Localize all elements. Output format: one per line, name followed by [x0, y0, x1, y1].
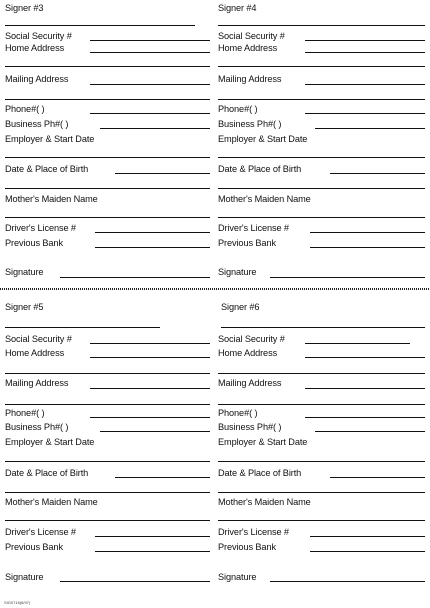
ssn-field[interactable]	[90, 343, 210, 344]
maiden-name-field[interactable]	[218, 520, 425, 521]
birth-line-2[interactable]	[5, 492, 210, 493]
license-label: Driver's License #	[5, 223, 76, 233]
employer-label: Employer & Start Date	[5, 437, 95, 447]
ssn-field[interactable]	[305, 343, 410, 344]
business-phone-label: Business Ph#( )	[5, 422, 69, 432]
birth-field[interactable]	[115, 477, 210, 478]
mailing-address-label: Mailing Address	[218, 378, 282, 388]
license-field[interactable]	[310, 536, 425, 537]
birth-label: Date & Place of Birth	[218, 164, 302, 174]
ssn-label: Social Security #	[218, 334, 285, 344]
home-address-label: Home Address	[218, 43, 278, 53]
phone-label: Phone#( )	[5, 408, 45, 418]
home-address-label: Home Address	[5, 348, 65, 358]
employer-field[interactable]	[218, 461, 425, 462]
mailing-address-label: Mailing Address	[5, 74, 69, 84]
previous-bank-field[interactable]	[310, 551, 425, 552]
phone-label: Phone#( )	[218, 408, 258, 418]
employer-field[interactable]	[5, 461, 210, 462]
ssn-label: Social Security #	[218, 31, 285, 41]
mailing-address-line-2[interactable]	[5, 404, 210, 405]
mailing-address-label: Mailing Address	[218, 74, 282, 84]
business-phone-label: Business Ph#( )	[218, 422, 282, 432]
phone-label: Phone#( )	[218, 104, 258, 114]
signature-field[interactable]	[270, 581, 425, 582]
ssn-label: Social Security #	[5, 334, 72, 344]
phone-field[interactable]	[305, 417, 425, 418]
previous-bank-label: Previous Bank	[218, 542, 276, 552]
mailing-address-line-2[interactable]	[218, 404, 425, 405]
maiden-name-label: Mother's Maiden Name	[218, 194, 311, 204]
birth-line-2[interactable]	[218, 492, 425, 493]
maiden-name-label: Mother's Maiden Name	[5, 194, 98, 204]
maiden-name-label: Mother's Maiden Name	[218, 497, 311, 507]
signature-label: Signature	[5, 572, 44, 582]
signer-title: Signer #6	[221, 302, 260, 312]
phone-field[interactable]	[90, 417, 210, 418]
business-phone-label: Business Ph#( )	[218, 119, 282, 129]
employer-label: Employer & Start Date	[5, 134, 95, 144]
signer-title: Signer #5	[5, 302, 44, 312]
birth-label: Date & Place of Birth	[5, 468, 89, 478]
employer-label: Employer & Start Date	[218, 134, 308, 144]
birth-label: Date & Place of Birth	[5, 164, 89, 174]
home-address-line-2[interactable]	[218, 373, 425, 374]
employer-label: Employer & Start Date	[218, 437, 308, 447]
business-phone-label: Business Ph#( )	[5, 119, 69, 129]
signer-title: Signer #3	[5, 3, 44, 13]
signer-title-line	[221, 327, 425, 328]
home-address-label: Home Address	[5, 43, 65, 53]
maiden-name-label: Mother's Maiden Name	[5, 497, 98, 507]
maiden-name-field[interactable]	[5, 520, 210, 521]
business-phone-field[interactable]	[100, 431, 210, 432]
home-address-field[interactable]	[305, 357, 425, 358]
ssn-label: Social Security #	[5, 31, 72, 41]
license-label: Driver's License #	[5, 527, 76, 537]
signature-label: Signature	[218, 267, 257, 277]
signature-label: Signature	[5, 267, 44, 277]
home-address-label: Home Address	[218, 348, 278, 358]
form-code: SIG0716(8/97)	[4, 600, 31, 605]
signer-title-line	[5, 327, 160, 328]
signature-label: Signature	[218, 572, 257, 582]
mailing-address-field[interactable]	[305, 388, 425, 389]
home-address-line-2[interactable]	[5, 373, 210, 374]
previous-bank-field[interactable]	[95, 551, 210, 552]
business-phone-field[interactable]	[315, 431, 425, 432]
previous-bank-label: Previous Bank	[5, 542, 63, 552]
license-field[interactable]	[95, 536, 210, 537]
mailing-address-label: Mailing Address	[5, 378, 69, 388]
license-label: Driver's License #	[218, 527, 289, 537]
mailing-address-field[interactable]	[90, 388, 210, 389]
birth-label: Date & Place of Birth	[218, 468, 302, 478]
birth-field[interactable]	[330, 477, 425, 478]
signature-field[interactable]	[60, 581, 210, 582]
signer-6-section	[215, 0, 430, 608]
home-address-field[interactable]	[90, 357, 210, 358]
license-label: Driver's License #	[218, 223, 289, 233]
signer-title: Signer #4	[218, 3, 257, 13]
phone-label: Phone#( )	[5, 104, 45, 114]
previous-bank-label: Previous Bank	[218, 238, 276, 248]
previous-bank-label: Previous Bank	[5, 238, 63, 248]
